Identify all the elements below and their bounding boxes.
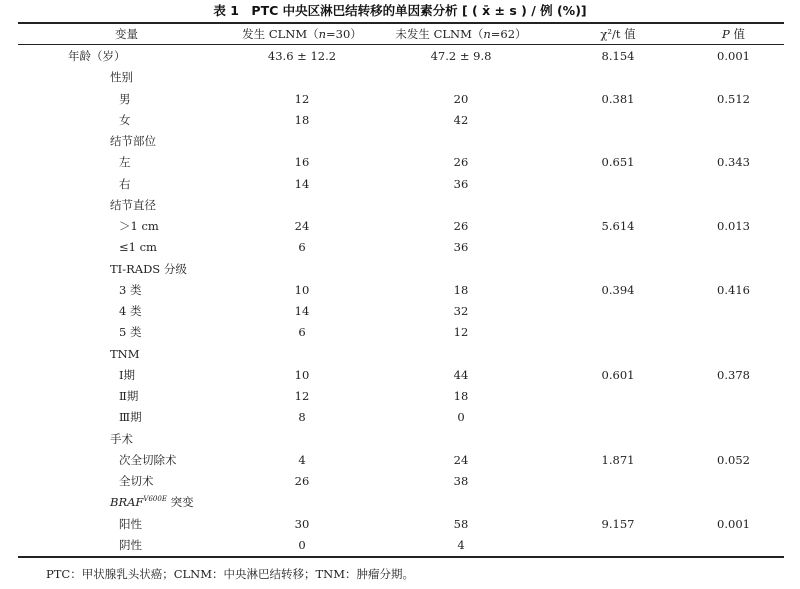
table-row: [18, 365, 784, 386]
variable-label: BRAF: [110, 495, 144, 510]
table-row: [18, 280, 784, 301]
chi-t-cell: [553, 259, 683, 280]
variable-cell: [18, 280, 235, 301]
variable-cell: [18, 131, 235, 152]
clnm-no-cell: 18: [453, 282, 469, 297]
chi-t-cell: [553, 174, 683, 195]
variable-label: 3 类: [119, 282, 142, 297]
category-row: [18, 492, 784, 513]
chi-t-cell: [553, 386, 683, 407]
chi-t-cell: 0.394: [601, 282, 635, 297]
p-value-cell: 0.001: [717, 516, 750, 531]
table-row: [18, 322, 784, 343]
p-value-cell: 0.343: [717, 155, 750, 170]
clnm-no-cell: 18: [453, 389, 469, 403]
chi-t-cell: 8.154: [601, 49, 635, 63]
variable-cell: [18, 365, 235, 386]
clnm-yes-cell: 43.6 ± 12.2: [267, 49, 337, 63]
p-value-cell: [683, 67, 784, 88]
table-row: [18, 152, 784, 173]
clnm-yes-cell: [235, 67, 369, 88]
variable-cell: [18, 301, 235, 322]
header-clnm-yes: [235, 24, 369, 44]
p-value-cell: 0.512: [717, 91, 750, 106]
table-body: [18, 44, 784, 556]
clnm-no-cell: 26: [453, 155, 469, 170]
chi-t-cell: 0.381: [601, 91, 635, 106]
variable-cell: [18, 216, 235, 237]
chi-t-cell: [553, 471, 683, 492]
variable-label: 结节直径: [110, 197, 156, 212]
table-row: [18, 174, 784, 195]
header-clnm-yes-post: =30）: [326, 27, 362, 41]
chi-t-cell: [553, 67, 683, 88]
chi-t-cell: [553, 237, 683, 258]
clnm-yes-cell: 6: [298, 240, 306, 255]
clnm-no-cell: 12: [453, 325, 469, 340]
p-value-cell: 0.416: [717, 282, 750, 297]
clnm-no-cell: 36: [453, 240, 469, 255]
variable-cell: [18, 344, 235, 365]
chi-t-cell: 0.651: [601, 155, 635, 170]
variable-cell: [18, 429, 235, 450]
table-row: [18, 386, 784, 407]
p-value-cell: [683, 471, 784, 492]
p-value-cell: [683, 386, 784, 407]
clnm-yes-cell: 18: [294, 112, 310, 127]
variable-cell: [18, 174, 235, 195]
variable-cell: [18, 322, 235, 343]
variable-cell: [18, 514, 235, 535]
clnm-no-cell: 58: [453, 516, 469, 531]
bottom-rule: [18, 556, 784, 558]
variable-label: 次全切除术: [119, 452, 177, 467]
header-chi-t: χ²/t 值: [600, 27, 636, 41]
p-value-cell: [683, 131, 784, 152]
variable-cell: [18, 471, 235, 492]
clnm-no-cell: 42: [453, 112, 469, 127]
category-row: [18, 195, 784, 216]
univariate-analysis-table: [18, 24, 784, 556]
p-value-cell: 0.052: [717, 452, 750, 467]
clnm-yes-cell: 10: [294, 282, 310, 297]
clnm-yes-cell: [235, 492, 369, 513]
chi-t-cell: [553, 131, 683, 152]
header-clnm-no-post: =62）: [490, 27, 527, 41]
table-row: [18, 514, 784, 535]
table-footnote: PTC：甲状腺乳头状癌；CLNM：中央淋巴结转移；TNM：肿瘤分期。: [46, 567, 414, 581]
variable-label: 女: [119, 112, 131, 127]
p-value-cell: [683, 407, 784, 428]
table-row: [18, 237, 784, 258]
clnm-no-cell: [369, 195, 553, 216]
header-clnm-yes-pre: 发生 CLNM（: [242, 27, 319, 41]
table-row: [18, 44, 784, 67]
header-clnm-yes-n: n: [318, 27, 327, 41]
variable-label: 右: [119, 176, 131, 191]
p-value-cell: [683, 195, 784, 216]
clnm-yes-cell: 6: [298, 325, 306, 340]
variable-cell: [18, 492, 235, 513]
clnm-yes-cell: 30: [294, 516, 310, 531]
table-row: [18, 450, 784, 471]
chi-t-cell: [553, 195, 683, 216]
clnm-yes-cell: 12: [294, 389, 310, 403]
clnm-yes-cell: [235, 429, 369, 450]
table-row: [18, 301, 784, 322]
variable-label: 结节部位: [110, 134, 156, 148]
variable-label: Ⅰ期: [119, 367, 136, 382]
clnm-yes-cell: 14: [294, 176, 310, 191]
chi-t-cell: 0.601: [601, 367, 635, 382]
variable-cell: [18, 110, 235, 131]
clnm-yes-cell: 0: [298, 537, 306, 552]
chi-t-cell: [553, 322, 683, 343]
chi-t-cell: [553, 407, 683, 428]
table-row: [18, 535, 784, 556]
p-value-cell: 0.013: [717, 219, 750, 233]
header-p-rest: 值: [729, 27, 745, 41]
clnm-no-cell: [369, 344, 553, 365]
clnm-no-cell: 26: [453, 219, 469, 233]
header-p-italic: P: [722, 27, 730, 41]
chi-t-cell: [553, 535, 683, 556]
variable-label: TNM: [110, 346, 140, 361]
clnm-yes-cell: 16: [294, 155, 310, 170]
p-value-cell: [683, 322, 784, 343]
clnm-yes-cell: [235, 131, 369, 152]
chi-t-cell: [553, 492, 683, 513]
variable-label: 4 类: [119, 304, 142, 318]
clnm-no-cell: [369, 492, 553, 513]
chi-t-cell: 9.157: [601, 516, 635, 531]
clnm-no-cell: [369, 259, 553, 280]
header-clnm-no-n: n: [483, 27, 491, 41]
p-value-cell: [683, 237, 784, 258]
variable-label: 男: [119, 91, 131, 106]
header-clnm-no-pre: 未发生 CLNM（: [395, 27, 484, 41]
header-variable: 变量: [115, 27, 138, 41]
clnm-yes-cell: 8: [298, 410, 306, 425]
category-row: [18, 131, 784, 152]
variable-label: 性别: [110, 70, 133, 85]
clnm-yes-cell: 24: [294, 219, 310, 233]
header-clnm-no: [369, 24, 553, 44]
p-value-cell: 0.001: [717, 49, 750, 63]
clnm-yes-cell: 14: [294, 304, 310, 318]
chi-t-cell: [553, 429, 683, 450]
table-row: [18, 89, 784, 110]
variable-label: Ⅲ期: [119, 410, 142, 425]
table-header: [18, 24, 784, 44]
variable-label: 全切术: [119, 474, 154, 488]
clnm-no-cell: [369, 67, 553, 88]
clnm-no-cell: [369, 429, 553, 450]
clnm-yes-cell: [235, 344, 369, 365]
clnm-yes-cell: 4: [298, 452, 306, 467]
variable-cell: [18, 89, 235, 110]
table-row: [18, 407, 784, 428]
p-value-cell: [683, 259, 784, 280]
clnm-no-cell: 4: [457, 537, 465, 552]
variable-cell: [18, 450, 235, 471]
gene-superscript: V600E: [143, 495, 167, 504]
variable-cell: [18, 259, 235, 280]
variable-label: ≤1 cm: [119, 240, 157, 255]
clnm-no-cell: 36: [453, 176, 469, 191]
variable-label: 左: [119, 155, 131, 170]
category-row: [18, 344, 784, 365]
variable-cell: [18, 237, 235, 258]
category-row: [18, 259, 784, 280]
variable-cell: [18, 195, 235, 216]
p-value-cell: [683, 492, 784, 513]
clnm-yes-cell: 26: [294, 474, 310, 488]
chi-t-cell: 5.614: [601, 219, 635, 233]
clnm-no-cell: 0: [457, 410, 465, 425]
p-value-cell: [683, 344, 784, 365]
p-value-cell: 0.378: [717, 367, 750, 382]
variable-cell: [18, 44, 235, 67]
category-row: [18, 67, 784, 88]
header-p-value: [683, 24, 784, 44]
table-row: [18, 471, 784, 492]
variable-label: Ⅱ期: [119, 389, 139, 403]
table-row: [18, 110, 784, 131]
variable-label: TI-RADS 分级: [110, 261, 187, 276]
variable-label: 手术: [110, 431, 133, 446]
clnm-no-cell: 20: [453, 91, 469, 106]
variable-cell: [18, 386, 235, 407]
variable-cell: [18, 535, 235, 556]
variable-label: 5 类: [119, 325, 142, 340]
clnm-no-cell: 38: [453, 474, 469, 488]
p-value-cell: [683, 301, 784, 322]
clnm-yes-cell: 10: [294, 367, 310, 382]
variable-suffix: 突变: [166, 495, 194, 510]
category-row: [18, 429, 784, 450]
p-value-cell: [683, 174, 784, 195]
p-value-cell: [683, 429, 784, 450]
variable-cell: [18, 407, 235, 428]
header-row: [18, 24, 784, 44]
variable-cell: [18, 67, 235, 88]
chi-t-cell: 1.871: [601, 452, 635, 467]
chi-t-cell: [553, 110, 683, 131]
variable-label: 阴性: [119, 537, 142, 552]
chi-t-cell: [553, 301, 683, 322]
clnm-yes-cell: [235, 195, 369, 216]
clnm-no-cell: 44: [453, 367, 469, 382]
clnm-yes-cell: 12: [294, 91, 310, 106]
variable-label: ＞1 cm: [119, 219, 159, 233]
clnm-yes-cell: [235, 259, 369, 280]
p-value-cell: [683, 535, 784, 556]
clnm-no-cell: 24: [453, 452, 469, 467]
table-row: [18, 216, 784, 237]
table-caption: 表 1 PTC 中央区淋巴结转移的单因素分析 [ ( x̄ ± s ) / 例 (%)]: [213, 3, 587, 18]
clnm-no-cell: 32: [453, 304, 469, 318]
variable-label: 年龄（岁）: [68, 49, 126, 63]
clnm-no-cell: 47.2 ± 9.8: [430, 49, 492, 63]
clnm-no-cell: [369, 131, 553, 152]
p-value-cell: [683, 110, 784, 131]
variable-label: 阳性: [119, 516, 142, 531]
chi-t-cell: [553, 344, 683, 365]
variable-cell: [18, 152, 235, 173]
